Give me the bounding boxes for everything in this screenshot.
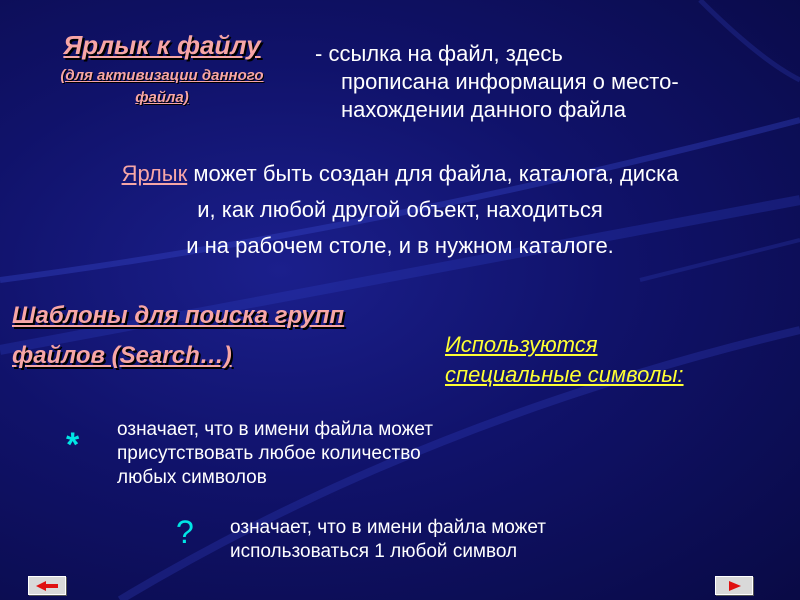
definition-line: - ссылка на файл, здесь (315, 41, 563, 66)
arrow-right-icon (721, 580, 747, 592)
title-block (22, 30, 302, 109)
page-subtitle (22, 65, 302, 109)
section-title-line: Шаблоны для поиска групп (12, 302, 345, 329)
special-line: специальные символы: (445, 362, 684, 387)
shortcut-keyword: Ярлык (121, 161, 188, 186)
paragraph-line: и, как любой другой объект, находиться (197, 197, 603, 222)
paragraph-line: и на рабочем столе, и в нужном каталоге. (186, 233, 614, 258)
page-title: Ярлык к файлу (63, 30, 261, 60)
description-line: означает, что в имени файла может (230, 517, 547, 538)
section-title-line: файлов (Search…) (12, 342, 232, 369)
paragraph-line (0, 156, 800, 192)
section-title (12, 296, 452, 376)
subtitle-line: (для активизации данного (60, 67, 264, 84)
definition-line: прописана информация о место- (341, 69, 679, 94)
asterisk-description (117, 418, 547, 490)
shortcut-paragraph (0, 156, 800, 264)
paragraph-line-text: может быть создан для файла, каталога, диска (187, 161, 679, 186)
description-line: означает, что в имени файла может (117, 419, 434, 440)
special-line: Используются (445, 332, 598, 357)
question-mark-description (230, 516, 670, 564)
shortcut-definition (315, 40, 795, 124)
arrow-left-icon (34, 580, 60, 592)
description-line: использоваться 1 любой символ (230, 541, 518, 562)
subtitle-line: файла) (135, 89, 189, 106)
description-line: присутствовать любое количество (117, 443, 421, 464)
description-line: любых символов (117, 467, 267, 488)
question-mark-symbol: ? (176, 514, 194, 550)
asterisk-symbol: * (66, 426, 80, 464)
special-symbols-heading (445, 330, 785, 390)
next-slide-button[interactable] (715, 576, 753, 595)
definition-line: нахождении данного файла (341, 97, 626, 122)
previous-slide-button[interactable] (28, 576, 66, 595)
